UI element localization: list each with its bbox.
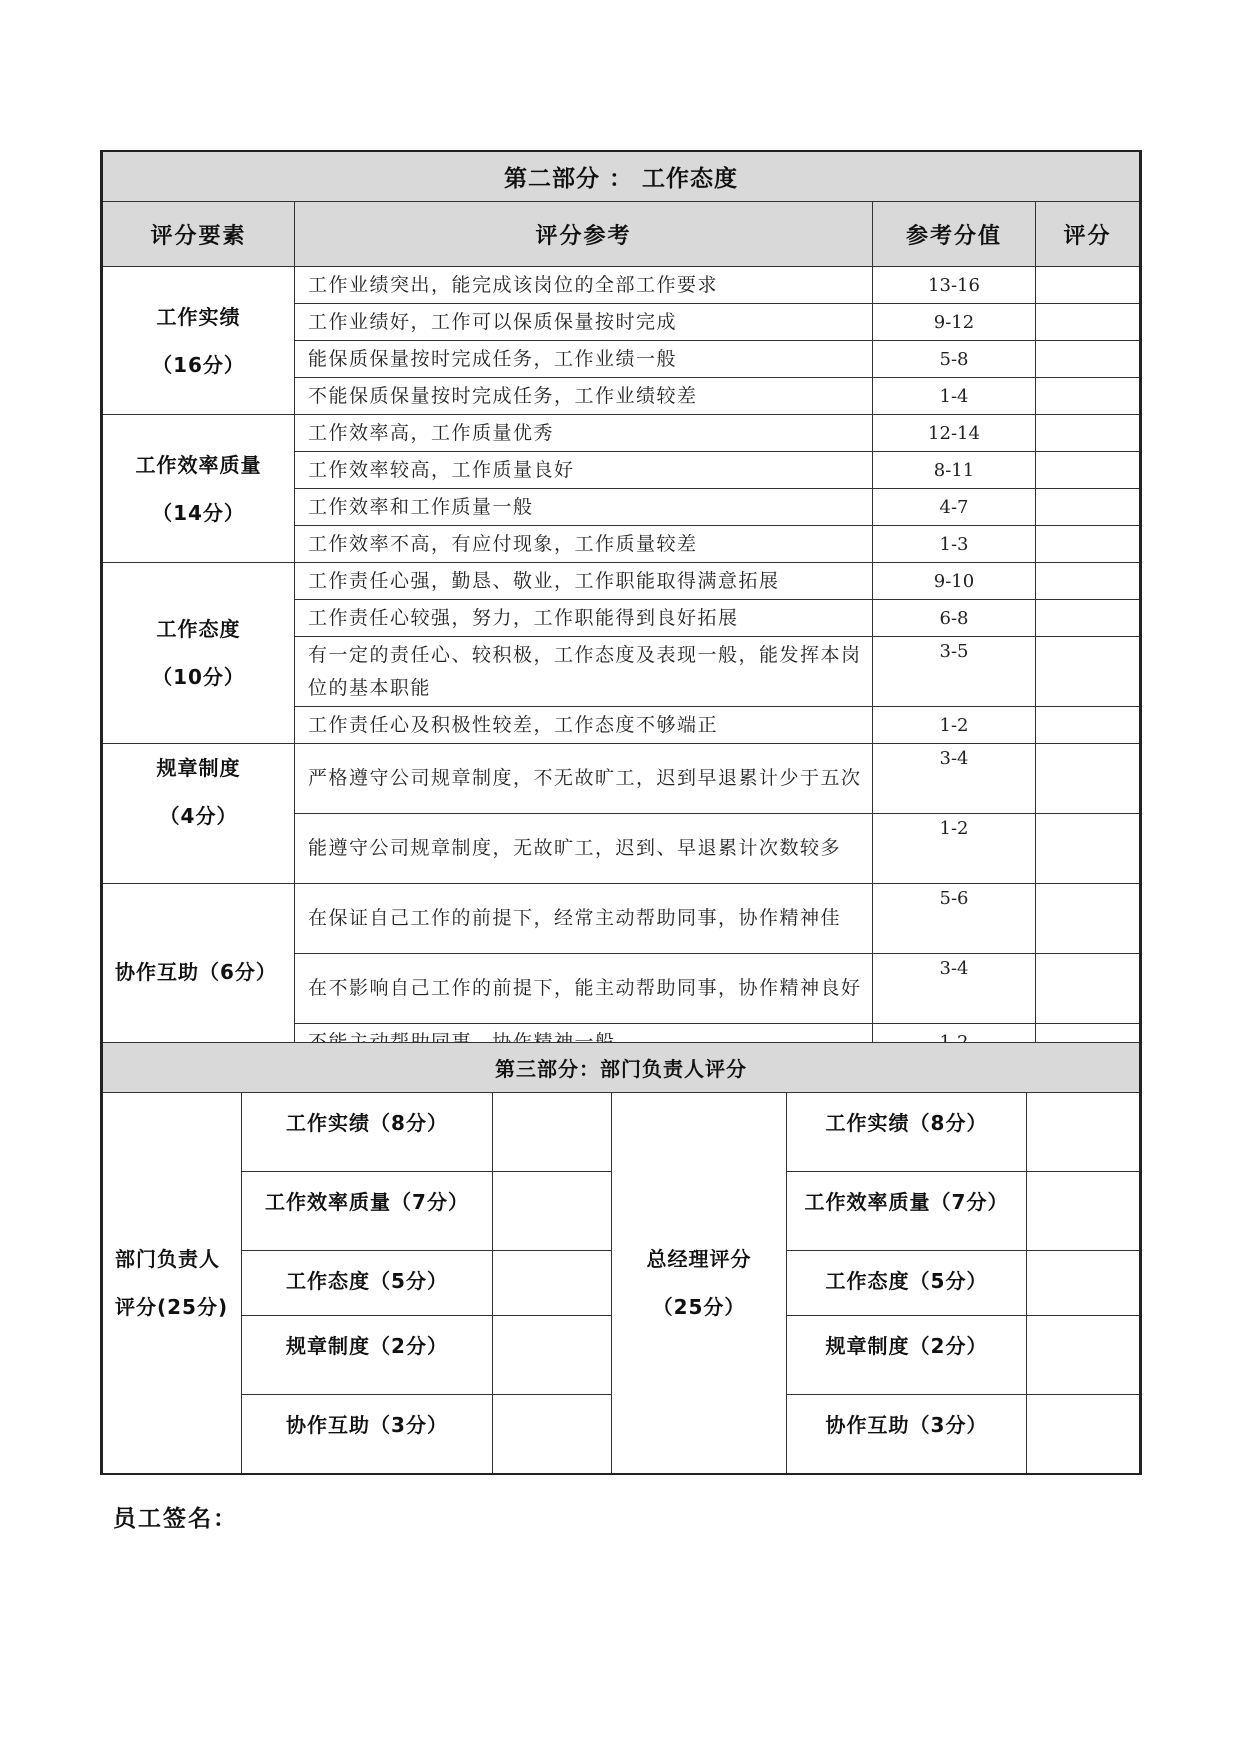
category-name: 工作态度 <box>156 617 241 641</box>
category-name: 工作实绩 <box>156 304 241 329</box>
score-range: 5-6 <box>873 884 1036 954</box>
table-row <box>102 267 1141 304</box>
category-cell <box>102 267 295 415</box>
criterion-text: 工作效率较高，工作质量良好 <box>295 452 873 489</box>
category-cell <box>102 884 295 1061</box>
score-range: 1-2 <box>873 814 1036 884</box>
criterion-text: 在保证自己工作的前提下，经常主动帮助同事，协作精神佳 <box>295 884 873 954</box>
score-range: 5-8 <box>873 341 1036 378</box>
dept-score-cell[interactable] <box>493 1395 612 1475</box>
criterion-text: 在不影响自己工作的前提下，能主动帮助同事，协作精神良好 <box>295 954 873 1024</box>
gm-item-label: 工作效率质量（7分） <box>787 1172 1027 1251</box>
criterion-text: 能保质保量按时完成任务，工作业绩一般 <box>295 341 873 378</box>
score-input-cell[interactable] <box>1036 600 1141 637</box>
category-cell <box>102 563 295 744</box>
category-cell <box>102 744 295 884</box>
score-input-cell[interactable] <box>1036 452 1141 489</box>
category-points: （14分） <box>152 500 245 525</box>
category-name: 工作效率质量 <box>135 452 262 477</box>
dept-head-label-line2: 评分(25分) <box>115 1295 229 1319</box>
category-name: 规章制度 <box>156 756 241 780</box>
dept-item-label: 规章制度（2分） <box>242 1316 493 1395</box>
dept-score-cell[interactable] <box>493 1093 612 1172</box>
part3-table <box>100 1042 1142 1475</box>
table-row <box>102 1093 1141 1172</box>
gm-item-label: 规章制度（2分） <box>787 1316 1027 1395</box>
dept-item-label: 协作互助（3分） <box>242 1395 493 1475</box>
criterion-text: 不能保质保量按时完成任务，工作业绩较差 <box>295 378 873 415</box>
table-row <box>102 884 1141 954</box>
gm-label-line1: 总经理评分 <box>646 1247 752 1271</box>
gm-label-line2: （25分） <box>652 1295 746 1319</box>
gm-item-label: 协作互助（3分） <box>787 1395 1027 1475</box>
part2-header-row <box>102 202 1141 267</box>
criterion-text: 不能主动帮助同事，协作精神一般 <box>295 1024 873 1061</box>
criterion-text: 工作责任心较强，努力，工作职能得到良好拓展 <box>295 600 873 637</box>
score-input-cell[interactable] <box>1036 267 1141 304</box>
score-range: 8-11 <box>873 452 1036 489</box>
score-range: 4-7 <box>873 489 1036 526</box>
header-value: 参考分值 <box>873 202 1036 267</box>
score-range: 1-2 <box>873 707 1036 744</box>
score-input-cell[interactable] <box>1036 378 1141 415</box>
part2-table <box>100 150 1142 1061</box>
criterion-text: 工作责任心强，勤恳、敬业，工作职能取得满意拓展 <box>295 563 873 600</box>
criterion-text: 能遵守公司规章制度，无故旷工，迟到、早退累计次数较多 <box>295 814 873 884</box>
dept-item-label: 工作实绩（8分） <box>242 1093 493 1172</box>
table-row <box>102 563 1141 600</box>
score-input-cell[interactable] <box>1036 526 1141 563</box>
score-input-cell[interactable] <box>1036 814 1141 884</box>
dept-head-label <box>102 1093 242 1475</box>
part3-title: 第三部分：部门负责人评分 <box>102 1043 1141 1093</box>
header-score: 评分 <box>1036 202 1141 267</box>
score-input-cell[interactable] <box>1036 341 1141 378</box>
table-row <box>102 744 1141 814</box>
score-range: 1-3 <box>873 526 1036 563</box>
category-cell <box>102 415 295 563</box>
score-range: 3-4 <box>873 954 1036 1024</box>
part2-title-row <box>102 151 1141 202</box>
table-row <box>102 415 1141 452</box>
header-factor: 评分要素 <box>102 202 295 267</box>
gm-score-cell[interactable] <box>1027 1251 1141 1316</box>
criterion-text: 严格遵守公司规章制度，不无故旷工，迟到早退累计少于五次 <box>295 744 873 814</box>
score-range: 6-8 <box>873 600 1036 637</box>
score-range: 12-14 <box>873 415 1036 452</box>
criterion-text: 工作业绩突出，能完成该岗位的全部工作要求 <box>295 267 873 304</box>
criterion-text: 工作效率和工作质量一般 <box>295 489 873 526</box>
category-points: （10分） <box>152 665 245 689</box>
criterion-text: 工作责任心及积极性较差，工作态度不够端正 <box>295 707 873 744</box>
score-input-cell[interactable] <box>1036 304 1141 341</box>
gm-item-label: 工作态度（5分） <box>787 1251 1027 1316</box>
score-input-cell[interactable] <box>1036 415 1141 452</box>
dept-score-cell[interactable] <box>493 1172 612 1251</box>
score-range: 1-4 <box>873 378 1036 415</box>
criterion-text: 工作效率不高，有应付现象，工作质量较差 <box>295 526 873 563</box>
score-input-cell[interactable] <box>1036 563 1141 600</box>
score-input-cell[interactable] <box>1036 707 1141 744</box>
score-range: 9-10 <box>873 563 1036 600</box>
gm-score-cell[interactable] <box>1027 1316 1141 1395</box>
score-range: 3-5 <box>873 637 1036 707</box>
gm-score-cell[interactable] <box>1027 1395 1141 1475</box>
gm-score-cell[interactable] <box>1027 1172 1141 1251</box>
category-points: （4分） <box>159 804 238 828</box>
score-input-cell[interactable] <box>1036 489 1141 526</box>
score-range: 3-4 <box>873 744 1036 814</box>
dept-score-cell[interactable] <box>493 1251 612 1316</box>
dept-head-label-line1: 部门负责人 <box>115 1247 220 1271</box>
gm-label <box>612 1093 787 1475</box>
score-input-cell[interactable] <box>1036 744 1141 814</box>
criterion-text: 工作效率高，工作质量优秀 <box>295 415 873 452</box>
score-input-cell[interactable] <box>1036 637 1141 707</box>
score-range: 9-12 <box>873 304 1036 341</box>
part2-title: 第二部分 ： 工作态度 <box>102 151 1141 202</box>
score-range: 13-16 <box>873 267 1036 304</box>
dept-item-label: 工作态度（5分） <box>242 1251 493 1316</box>
part3-title-row <box>102 1043 1141 1093</box>
score-range: 1-2 <box>873 1024 1036 1061</box>
category-points: （16分） <box>152 352 245 377</box>
dept-item-label: 工作效率质量（7分） <box>242 1172 493 1251</box>
criterion-text: 有一定的责任心、较积极，工作态度及表现一般，能发挥本岗位的基本职能 <box>295 637 873 707</box>
header-reference: 评分参考 <box>295 202 873 267</box>
dept-score-cell[interactable] <box>493 1316 612 1395</box>
gm-score-cell[interactable] <box>1027 1093 1141 1172</box>
criterion-text: 工作业绩好，工作可以保质保量按时完成 <box>295 304 873 341</box>
score-input-cell[interactable] <box>1036 954 1141 1024</box>
category-name: 协作互助（6分） <box>115 960 277 984</box>
gm-item-label: 工作实绩（8分） <box>787 1093 1027 1172</box>
score-input-cell[interactable] <box>1036 884 1141 954</box>
employee-signature-label: 员工签名： <box>113 1506 238 1532</box>
